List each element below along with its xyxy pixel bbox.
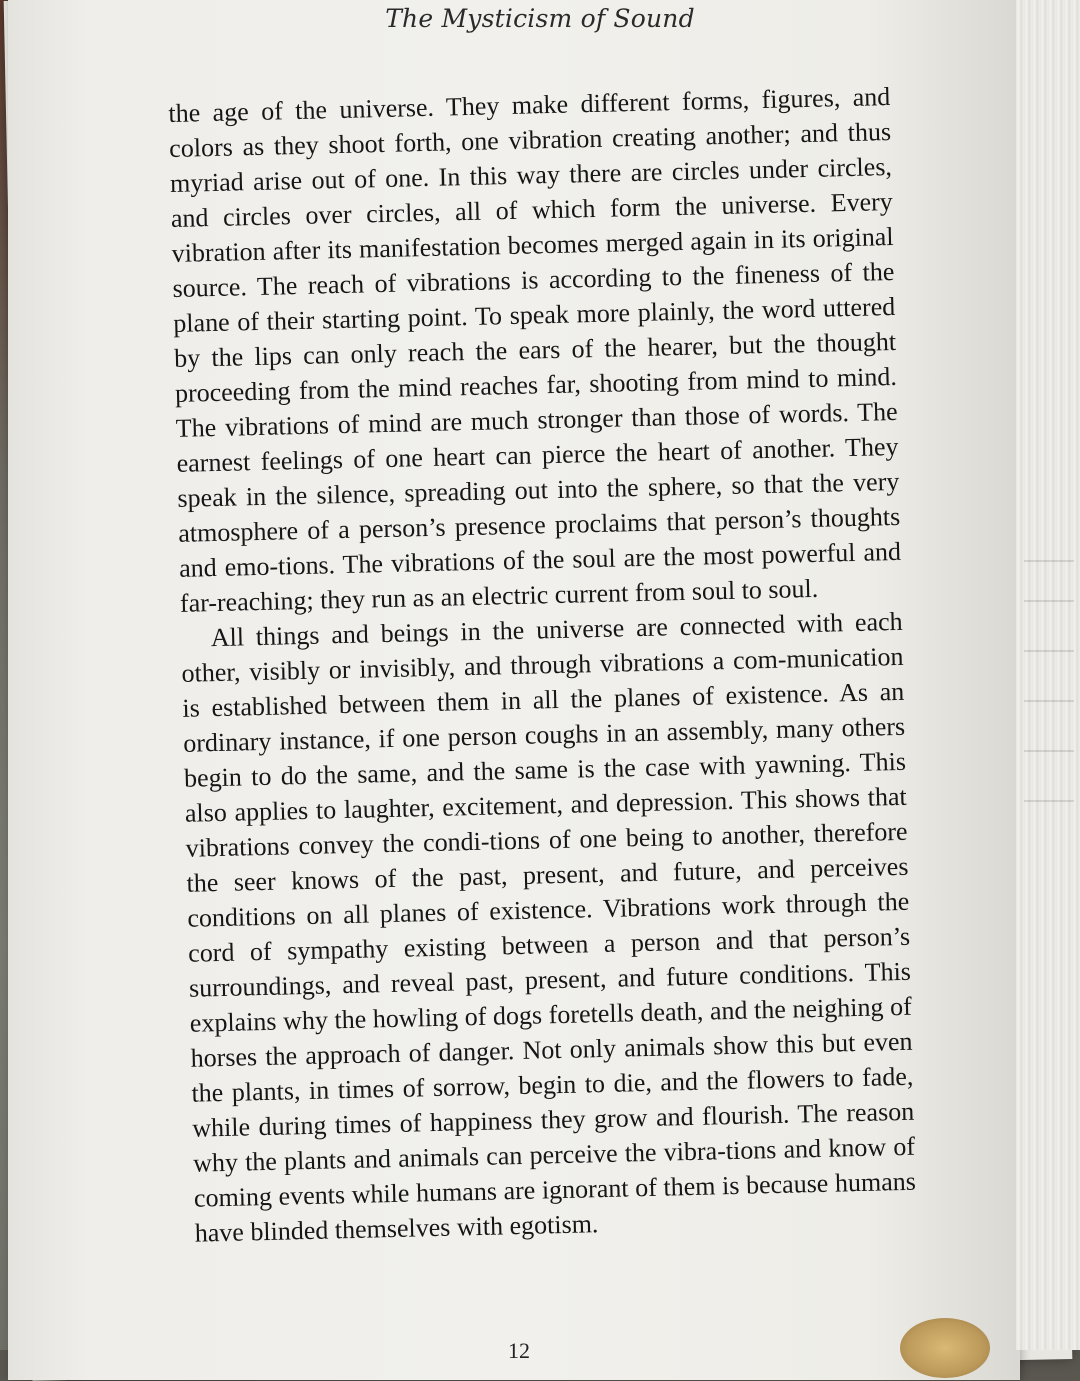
facing-page-text-ghost (1024, 700, 1074, 702)
facing-page-edge (1016, 0, 1080, 1350)
facing-page-text-ghost (1024, 600, 1074, 602)
page-number: 12 (508, 1338, 530, 1363)
paragraph-continued: the age of the universe. They make different forms, figures, and colors as they shoot forth, one vibration creating another; and thus myriad arise out of one. In this way there are circles under circles, and circles over circles, all of which form the universe. Every vibration after its manifestation becomes merged again in its original source. The reach of vibrations is according to the fineness of the plane of their starting point. To speak more plainly, the word uttered by the lips can only reach the ears of the hearer, but the thought proceeding from the mind reaches far, shooting from mind to mind. The vibrations of mind are much stronger than those of words. The earnest feelings of one heart can pierce the heart of another. They speak in the silence, spreading out into the sphere, so that the very atmosphere of a person’s presence proclaims that person’s thoughts and emo-tions. The vibrations of the soul are the most powerful and far-reaching; they run as an electric current from soul to soul. (168, 81, 902, 618)
facing-page-text-ghost (1024, 560, 1074, 562)
facing-page-text-ghost (1024, 650, 1074, 652)
facing-page-text-ghost (1024, 800, 1074, 802)
running-header: The Mysticism of Sound (385, 4, 695, 33)
facing-page-text-ghost (1024, 750, 1074, 752)
paragraph: All things and beings in the universe are connected with each other, visibly or invisibly, and through vibrations a com-munication is established between them in all the planes of existence. As an ordinary instance, if one person coughs in an assembly, many others begin to do the same, and the same is the case with yawning. This also applies to laughter, excitement, and depression. This shows that vibrations convey the condi-tions of one being to another, therefore the seer knows of the past, present, and future, and perceives conditions on all planes of existence. Vibrations work through the cord of sympathy existing between a person and that person’s surroundings, and reveal past, present, and future conditions. This explains why the howling of dogs foretells death, and the neighing of horses the approach of danger. Not only animals show this but even the plants, in times of sorrow, begin to die, and the flowers to fade, while during times of happiness they grow and flourish. The reason why the plants and animals can perceive the vibra-tions and know of coming events while humans are ignorant of them is because humans have blinded themselves with egotism. (181, 606, 917, 1248)
page-text (168, 79, 917, 1251)
coin-object (900, 1318, 990, 1378)
